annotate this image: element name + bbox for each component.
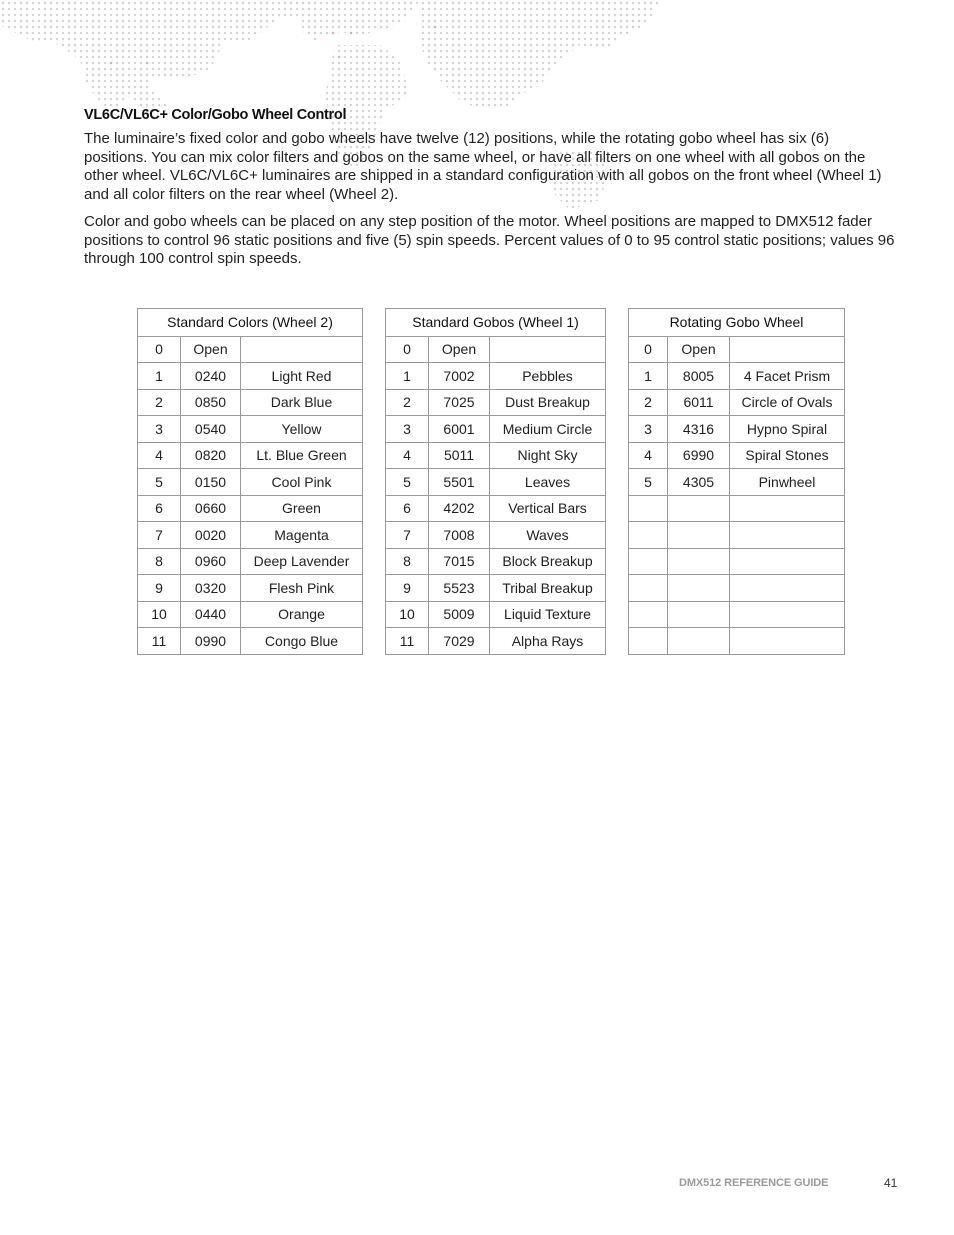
table-row	[138, 389, 363, 416]
name-cell: 4 Facet Prism	[730, 363, 845, 390]
position-cell: 4	[138, 442, 181, 469]
name-cell: Pebbles	[490, 363, 606, 390]
position-cell: 3	[138, 416, 181, 443]
intro-paragraph: The luminaire’s fixed color and gobo wheels have twelve (12) positions, while the rotating gobo wheel has six (6) positions. You can mix color filters and gobos on the same wheel, or have all filters on one wheel with all gobos on the other wheel. VL6C/VL6C+ luminaires are shipped in a standard configuration with all gobos on the front wheel (Wheel 1) and all color filters on the rear wheel (Wheel 2).	[84, 130, 882, 204]
table-row	[629, 575, 845, 602]
position-cell: 0	[138, 336, 181, 363]
table-row	[629, 336, 845, 363]
position-cell: 11	[386, 628, 429, 655]
table-row	[629, 363, 845, 390]
table-row	[138, 336, 363, 363]
name-cell: Yellow	[241, 416, 363, 443]
name-cell: Waves	[490, 522, 606, 549]
name-cell: Congo Blue	[241, 628, 363, 655]
name-cell: Light Red	[241, 363, 363, 390]
filter-code-cell: 0820	[181, 442, 241, 469]
standard-gobos-table	[385, 308, 606, 655]
table-row	[386, 336, 606, 363]
filter-code-cell: 7008	[429, 522, 490, 549]
table-row	[386, 389, 606, 416]
position-cell: 5	[629, 469, 668, 496]
filter-code-cell: 0850	[181, 389, 241, 416]
name-cell	[730, 628, 845, 655]
filter-code-cell: 0660	[181, 495, 241, 522]
table-row	[386, 363, 606, 390]
name-cell	[730, 336, 845, 363]
position-cell: 3	[386, 416, 429, 443]
filter-code-cell	[668, 548, 730, 575]
name-cell: Liquid Texture	[490, 601, 606, 628]
position-cell: 2	[629, 389, 668, 416]
position-cell: 5	[386, 469, 429, 496]
filter-code-cell: 5011	[429, 442, 490, 469]
name-cell	[730, 575, 845, 602]
name-cell: Night Sky	[490, 442, 606, 469]
table-row	[629, 495, 845, 522]
table-row	[629, 522, 845, 549]
name-cell: Medium Circle	[490, 416, 606, 443]
position-cell	[629, 601, 668, 628]
filter-code-cell: 7025	[429, 389, 490, 416]
name-cell: Tribal Breakup	[490, 575, 606, 602]
filter-code-cell: 5009	[429, 601, 490, 628]
table-row	[138, 416, 363, 443]
name-cell: Dust Breakup	[490, 389, 606, 416]
name-cell: Dark Blue	[241, 389, 363, 416]
position-cell	[629, 575, 668, 602]
name-cell: Green	[241, 495, 363, 522]
name-cell	[730, 495, 845, 522]
name-cell	[241, 336, 363, 363]
name-cell	[490, 336, 606, 363]
filter-code-cell: 6001	[429, 416, 490, 443]
name-cell	[730, 522, 845, 549]
filter-code-cell: Open	[668, 336, 730, 363]
filter-code-cell	[668, 601, 730, 628]
main-content	[84, 107, 896, 277]
table-row	[629, 601, 845, 628]
filter-code-cell: 7002	[429, 363, 490, 390]
name-cell: Alpha Rays	[490, 628, 606, 655]
filter-code-cell	[668, 628, 730, 655]
table-row	[629, 628, 845, 655]
name-cell: Orange	[241, 601, 363, 628]
position-cell: 2	[138, 389, 181, 416]
table-row	[386, 575, 606, 602]
name-cell: Pinwheel	[730, 469, 845, 496]
position-cell: 8	[138, 548, 181, 575]
filter-code-cell: 7029	[429, 628, 490, 655]
filter-code-cell: 5501	[429, 469, 490, 496]
filter-code-cell: 0150	[181, 469, 241, 496]
name-cell: Cool Pink	[241, 469, 363, 496]
name-cell: Spiral Stones	[730, 442, 845, 469]
position-cell: 5	[138, 469, 181, 496]
position-cell	[629, 522, 668, 549]
position-cell: 6	[138, 495, 181, 522]
table-row	[629, 469, 845, 496]
standard-colors-table	[137, 308, 363, 655]
filter-code-cell: 7015	[429, 548, 490, 575]
name-cell	[730, 601, 845, 628]
table-title: Standard Colors (Wheel 2)	[138, 309, 363, 337]
table-title: Rotating Gobo Wheel	[629, 309, 845, 337]
filter-code-cell: 0440	[181, 601, 241, 628]
name-cell: Deep Lavender	[241, 548, 363, 575]
filter-code-cell: 6011	[668, 389, 730, 416]
name-cell: Leaves	[490, 469, 606, 496]
position-cell	[629, 548, 668, 575]
table-row	[138, 522, 363, 549]
table-row	[386, 416, 606, 443]
filter-code-cell: 4305	[668, 469, 730, 496]
name-cell: Lt. Blue Green	[241, 442, 363, 469]
position-cell: 8	[386, 548, 429, 575]
position-cell: 11	[138, 628, 181, 655]
filter-code-cell: Open	[429, 336, 490, 363]
position-cell: 2	[386, 389, 429, 416]
table-row	[629, 548, 845, 575]
filter-code-cell: 6990	[668, 442, 730, 469]
table-row	[386, 628, 606, 655]
filter-code-cell: 0990	[181, 628, 241, 655]
table-row	[138, 601, 363, 628]
table-row	[138, 575, 363, 602]
position-cell: 0	[386, 336, 429, 363]
filter-code-cell	[668, 495, 730, 522]
position-cell: 10	[386, 601, 429, 628]
table-row	[138, 495, 363, 522]
position-cell: 1	[386, 363, 429, 390]
section-heading: VL6C/VL6C+ Color/Gobo Wheel Control	[84, 107, 347, 123]
position-cell: 1	[138, 363, 181, 390]
table-title: Standard Gobos (Wheel 1)	[386, 309, 606, 337]
table-row	[386, 522, 606, 549]
filter-code-cell: 0320	[181, 575, 241, 602]
name-cell: Hypno Spiral	[730, 416, 845, 443]
rotating-gobo-table	[628, 308, 845, 655]
position-cell: 6	[386, 495, 429, 522]
position-cell	[629, 495, 668, 522]
filter-code-cell: 0020	[181, 522, 241, 549]
table-row	[138, 442, 363, 469]
mapping-paragraph: Color and gobo wheels can be placed on any step position of the motor. Wheel positions are mapped to DMX512 fader positions to control 96 static positions and five (5) spin speeds. Percent values of 0 to 95 control static positions; values 96 through 100 control spin speeds.	[84, 212, 895, 268]
table-row	[138, 628, 363, 655]
filter-code-cell	[668, 522, 730, 549]
page-number: 41	[884, 1176, 898, 1190]
position-cell: 4	[629, 442, 668, 469]
filter-code-cell: 4202	[429, 495, 490, 522]
filter-code-cell: Open	[181, 336, 241, 363]
filter-code-cell: 4316	[668, 416, 730, 443]
name-cell: Circle of Ovals	[730, 389, 845, 416]
table-row	[629, 389, 845, 416]
filter-code-cell: 0960	[181, 548, 241, 575]
table-row	[629, 442, 845, 469]
position-cell: 10	[138, 601, 181, 628]
position-cell: 7	[386, 522, 429, 549]
filter-code-cell	[668, 575, 730, 602]
name-cell	[730, 548, 845, 575]
position-cell: 3	[629, 416, 668, 443]
filter-code-cell: 0240	[181, 363, 241, 390]
table-row	[386, 469, 606, 496]
filter-code-cell: 8005	[668, 363, 730, 390]
table-row	[386, 495, 606, 522]
position-cell: 9	[138, 575, 181, 602]
filter-code-cell: 5523	[429, 575, 490, 602]
position-cell: 7	[138, 522, 181, 549]
position-cell: 9	[386, 575, 429, 602]
name-cell: Vertical Bars	[490, 495, 606, 522]
table-row	[138, 469, 363, 496]
name-cell: Magenta	[241, 522, 363, 549]
table-row	[629, 416, 845, 443]
position-cell: 4	[386, 442, 429, 469]
table-row	[138, 548, 363, 575]
footer-guide-title: DMX512 REFERENCE GUIDE	[679, 1177, 829, 1189]
table-row	[386, 548, 606, 575]
table-row	[386, 442, 606, 469]
name-cell: Flesh Pink	[241, 575, 363, 602]
filter-code-cell: 0540	[181, 416, 241, 443]
name-cell: Block Breakup	[490, 548, 606, 575]
position-cell: 1	[629, 363, 668, 390]
position-cell	[629, 628, 668, 655]
table-row	[138, 363, 363, 390]
table-row	[386, 601, 606, 628]
position-cell: 0	[629, 336, 668, 363]
